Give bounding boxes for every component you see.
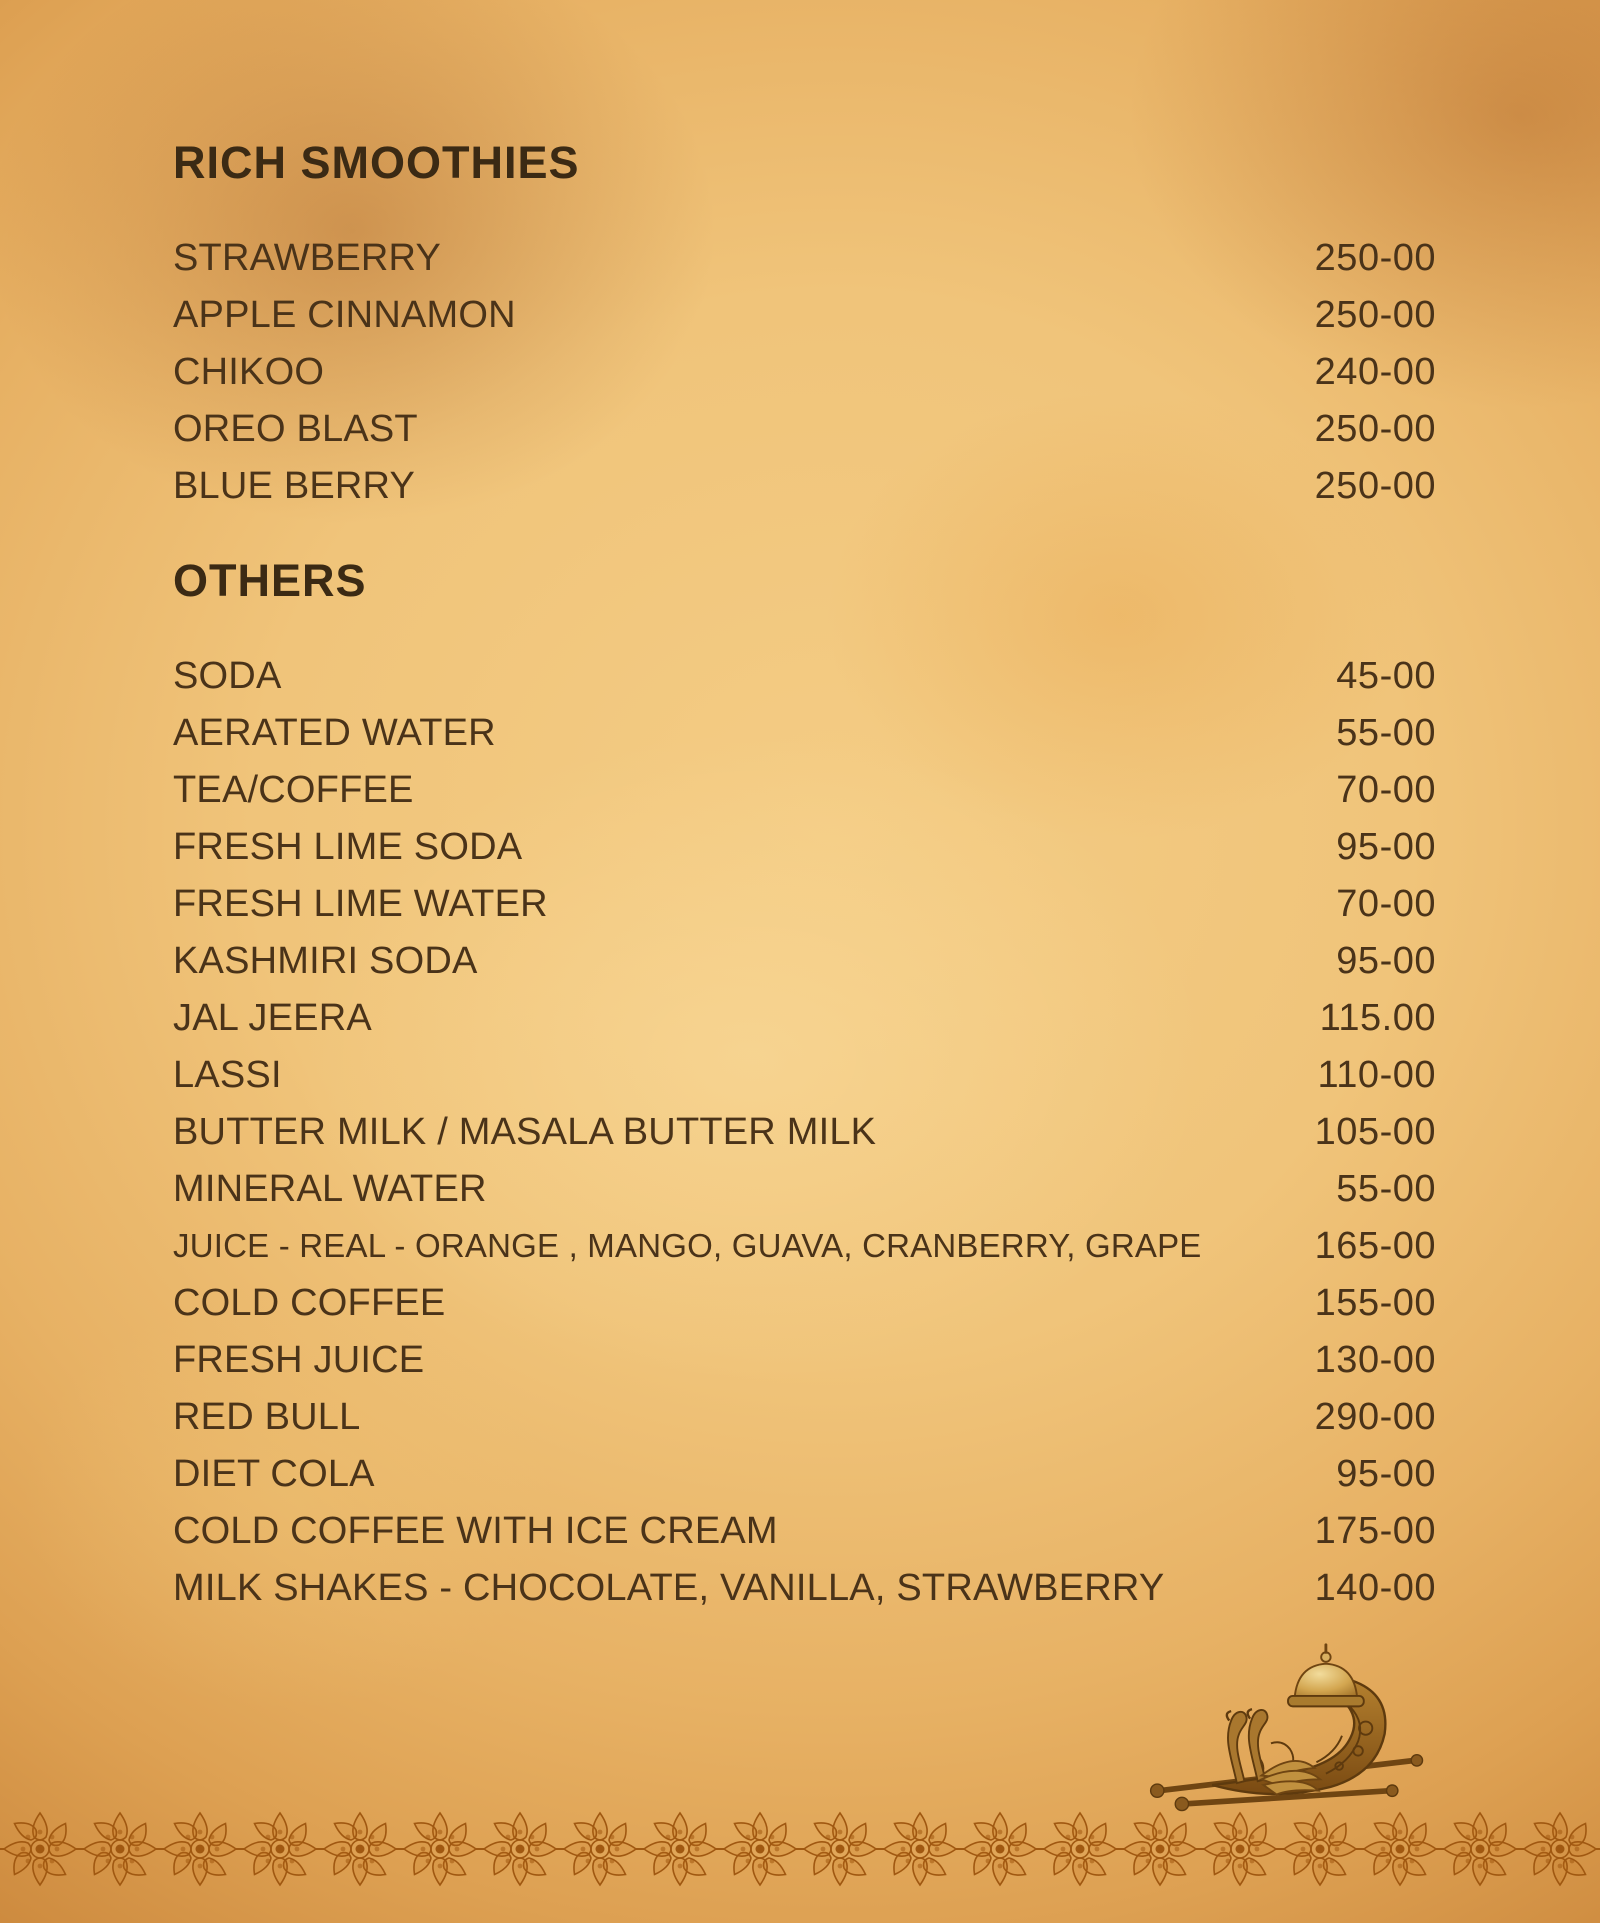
mandala-border-icon	[0, 1809, 1600, 1889]
menu-item-name: SODA	[173, 654, 282, 697]
menu-item-name: FRESH JUICE	[173, 1338, 425, 1381]
menu-item-name: COLD COFFEE	[173, 1281, 446, 1324]
menu-item-row	[173, 875, 1436, 932]
menu-item-price: 250-00	[1314, 464, 1436, 507]
menu-item-name: BLUE BERRY	[173, 464, 416, 507]
menu-item-row	[173, 1046, 1436, 1103]
menu-item-price: 70-00	[1336, 768, 1436, 811]
menu-item-name: OREO BLAST	[173, 407, 418, 450]
menu-item-price: 95-00	[1336, 825, 1436, 868]
menu-item-name: MILK SHAKES - CHOCOLATE, VANILLA, STRAWBERRY	[173, 1566, 1165, 1609]
menu-item-name: AERATED WATER	[173, 711, 496, 754]
menu-item-row	[173, 761, 1436, 818]
section-rich-smoothies	[173, 137, 1436, 514]
rich-smoothies-rows	[173, 229, 1436, 514]
section-title-rich-smoothies: RICH SMOOTHIES	[173, 137, 580, 188]
menu-item-name: KASHMIRI SODA	[173, 939, 478, 982]
section-others	[173, 555, 1436, 1616]
menu-item-name: BUTTER MILK / MASALA BUTTER MILK	[173, 1110, 877, 1153]
menu-item-name: FRESH LIME SODA	[173, 825, 523, 868]
menu-item-row	[173, 1103, 1436, 1160]
menu-content	[173, 137, 1436, 1616]
menu-item-name: TEA/COFFEE	[173, 768, 414, 811]
menu-item-name: JUICE - REAL - ORANGE , MANGO, GUAVA, CRANBERRY, GRAPE	[173, 1227, 1202, 1264]
menu-item-price: 55-00	[1336, 711, 1436, 754]
menu-item-row	[173, 647, 1436, 704]
menu-item-price: 155-00	[1314, 1281, 1436, 1324]
menu-item-row	[173, 229, 1436, 286]
menu-item-row	[173, 818, 1436, 875]
menu-item-price: 70-00	[1336, 882, 1436, 925]
menu-item-price: 250-00	[1314, 236, 1436, 279]
menu-item-price: 240-00	[1314, 350, 1436, 393]
menu-item-row	[173, 1274, 1436, 1331]
menu-item-price: 250-00	[1314, 407, 1436, 450]
menu-item-name: DIET COLA	[173, 1452, 375, 1495]
menu-item-row	[173, 704, 1436, 761]
menu-item-row	[173, 343, 1436, 400]
menu-item-price: 290-00	[1314, 1395, 1436, 1438]
menu-item-price: 55-00	[1336, 1167, 1436, 1210]
menu-item-row	[173, 1445, 1436, 1502]
menu-item-row	[173, 932, 1436, 989]
menu-item-row	[173, 989, 1436, 1046]
menu-item-name: JAL JEERA	[173, 996, 372, 1039]
menu-item-name: COLD COFFEE WITH ICE CREAM	[173, 1509, 778, 1552]
menu-item-name: FRESH LIME WATER	[173, 882, 548, 925]
menu-item-price: 105-00	[1314, 1110, 1436, 1153]
menu-item-name: MINERAL WATER	[173, 1167, 487, 1210]
menu-item-row	[173, 1217, 1436, 1274]
others-rows	[173, 647, 1436, 1616]
section-title-others: OTHERS	[173, 555, 367, 606]
menu-item-price: 45-00	[1336, 654, 1436, 697]
menu-item-price: 250-00	[1314, 293, 1436, 336]
menu-item-name: APPLE CINNAMON	[173, 293, 516, 336]
menu-item-row	[173, 400, 1436, 457]
menu-item-row	[173, 1502, 1436, 1559]
menu-item-name: LASSI	[173, 1053, 282, 1096]
menu-item-row	[173, 1559, 1436, 1616]
menu-item-price: 95-00	[1336, 1452, 1436, 1495]
menu-item-price: 140-00	[1314, 1566, 1436, 1609]
menu-item-price: 110-00	[1317, 1053, 1436, 1096]
menu-item-price: 175-00	[1314, 1509, 1436, 1552]
menu-item-price: 165-00	[1314, 1224, 1436, 1267]
menu-item-row	[173, 1331, 1436, 1388]
menu-item-price: 115.00	[1319, 996, 1436, 1039]
menu-item-name: CHIKOO	[173, 350, 325, 393]
menu-item-price: 130-00	[1314, 1338, 1436, 1381]
palanquin-ornament-icon	[1142, 1641, 1434, 1821]
menu-item-price: 95-00	[1336, 939, 1436, 982]
menu-item-row	[173, 1388, 1436, 1445]
menu-item-row	[173, 1160, 1436, 1217]
menu-item-name: RED BULL	[173, 1395, 361, 1438]
menu-item-row	[173, 286, 1436, 343]
menu-item-name: STRAWBERRY	[173, 236, 442, 279]
menu-item-row	[173, 457, 1436, 514]
